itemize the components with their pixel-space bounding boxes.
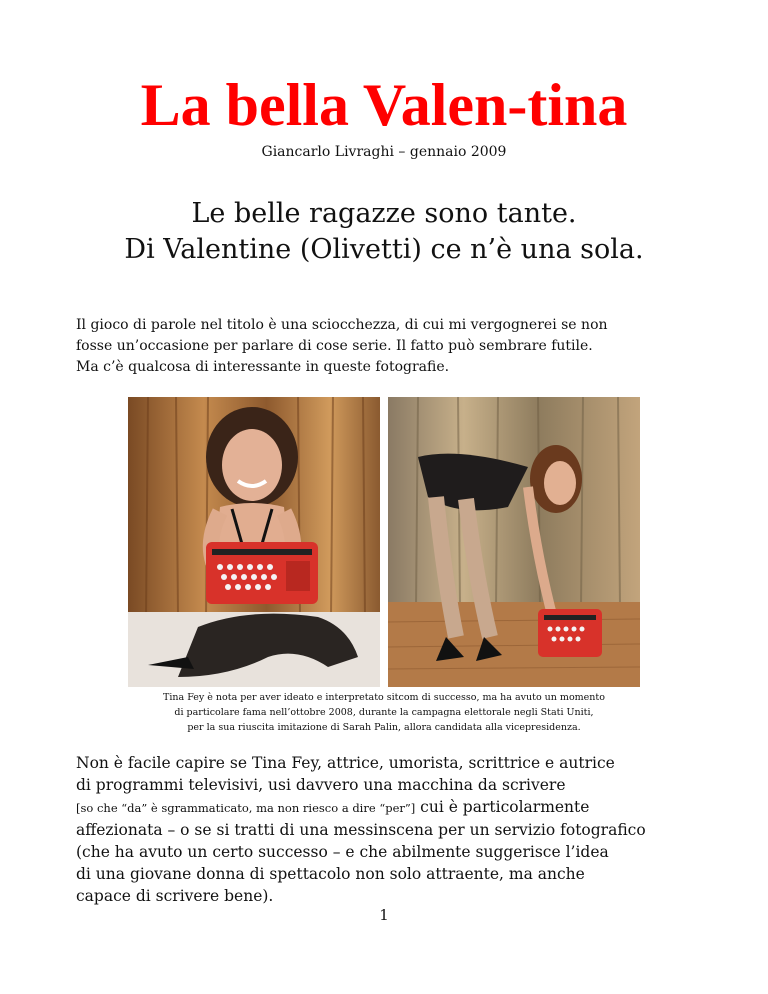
photo-caption (100, 690, 668, 735)
body-line: capace di scrivere bene). (76, 887, 274, 905)
caption-line: di particolare fama nell’ottobre 2008, durante la campagna elettorale negli Stati Uniti, (174, 707, 594, 718)
byline: Giancarlo Livraghi – gennaio 2009 (261, 144, 507, 160)
subtitle-line: Le belle ragazze sono tante. (191, 198, 577, 229)
body-line: di una giovane donna di spettacolo non solo attraente, ma anche (76, 865, 585, 883)
caption-line: per la sua riuscita imitazione di Sarah Palin, allora candidata alla vicepresidenza. (187, 722, 581, 733)
body-line: Non è facile capire se Tina Fey, attrice, umorista, scrittrice e autrice (76, 754, 615, 772)
photo-tina-fey-standing (388, 397, 640, 687)
body-paragraph (76, 752, 736, 907)
bracket-note: [so che “da” è sgrammaticato, ma non riesco a dire “per”] (76, 801, 416, 815)
body-line: di programmi televisivi, usi davvero una macchina da scrivere (76, 776, 566, 794)
body-line: (che ha avuto un certo successo – e che abilmente suggerisce l’idea (76, 843, 609, 861)
intro-paragraph (76, 315, 716, 378)
body-line: affezionata – o se si tratti di una messinscena per un servizio fotografico (76, 821, 646, 839)
intro-line: fosse un’occasione per parlare di cose serie. Il fatto può sembrare futile. (76, 338, 593, 354)
typewriter-icon (206, 542, 318, 604)
typewriter-icon (538, 609, 602, 657)
intro-line: Ma c’è qualcosa di interessante in queste fotografie. (76, 359, 450, 375)
subtitle (0, 196, 768, 268)
intro-line: Il gioco di parole nel titolo è una sciocchezza, di cui mi vergognerei se non (76, 317, 608, 333)
page-number: 1 (379, 906, 389, 924)
body-line-rest: cui è particolarmente (415, 798, 590, 816)
photo-tina-fey-seated (128, 397, 380, 687)
body-line (76, 796, 736, 819)
subtitle-line: Di Valentine (Olivetti) ce n’è una sola. (124, 234, 644, 265)
page-title: La bella Valen-tina (140, 72, 628, 138)
caption-line: Tina Fey è nota per aver ideato e interpretato sitcom di successo, ma ha avuto un momento (163, 692, 605, 703)
